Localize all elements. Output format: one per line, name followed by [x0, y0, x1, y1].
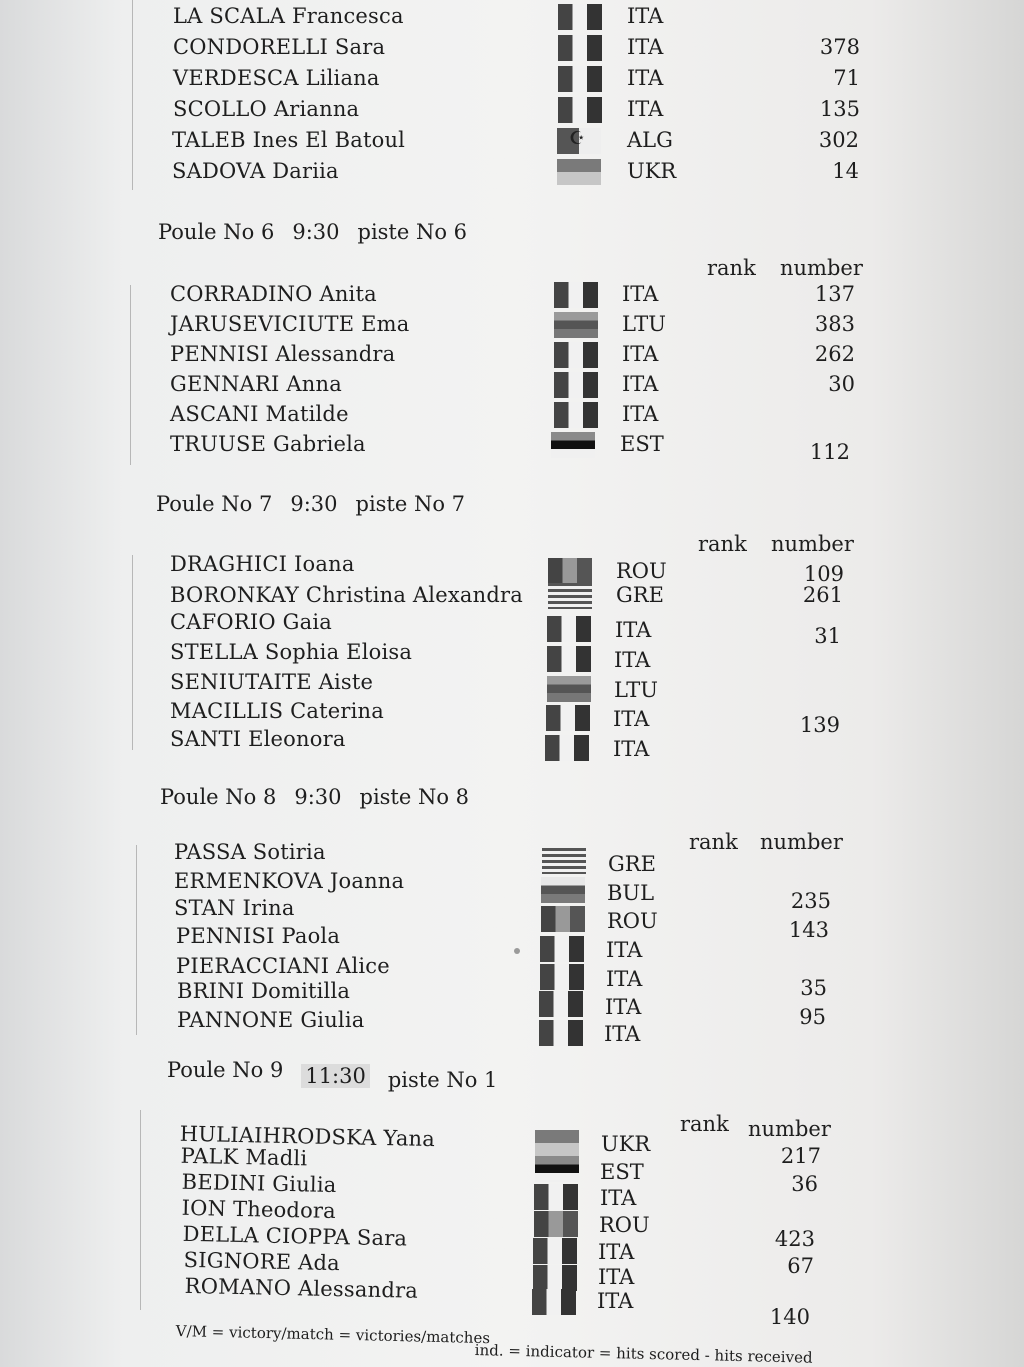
athlete-number: 67 — [787, 1254, 814, 1278]
flag-icon — [535, 1130, 579, 1156]
athlete-name: PENNISI Paola — [176, 924, 341, 948]
country-code: ROU — [599, 1213, 650, 1237]
flag-icon — [540, 964, 584, 990]
country-code: ROU — [616, 559, 667, 583]
athlete-name: TRUUSE Gabriela — [170, 432, 366, 456]
country-code: ITA — [627, 4, 664, 28]
flag-icon — [558, 66, 602, 92]
athlete-number: 261 — [802, 583, 843, 607]
athlete-number: 135 — [819, 97, 860, 121]
flag-icon — [539, 991, 583, 1017]
poule-piste: piste No 8 — [359, 785, 470, 809]
athlete-name: SIGNORE Ada — [183, 1247, 341, 1276]
athlete-number: 36 — [791, 1172, 818, 1196]
country-code: EST — [620, 432, 664, 456]
athlete-name: PENNISI Alessandra — [170, 342, 396, 366]
athlete-name: JARUSEVICIUTE Ema — [170, 312, 410, 336]
athlete-name: SENIUTAITE Aiste — [170, 670, 374, 694]
country-code: ITA — [604, 1022, 641, 1046]
athlete-number: 109 — [803, 562, 844, 586]
athlete-number: 423 — [774, 1227, 815, 1251]
country-code: ITA — [598, 1240, 635, 1264]
poule-label: Poule No 6 — [158, 220, 275, 244]
athlete-name: SANTI Eleonora — [170, 727, 346, 751]
country-code: ITA — [597, 1289, 634, 1313]
flag-icon — [545, 735, 589, 761]
poule-piste: piste No 6 — [357, 220, 468, 244]
athlete-name: ION Theodora — [181, 1195, 337, 1224]
poule-heading — [158, 220, 485, 244]
poule-heading — [167, 1058, 515, 1092]
poule-piste: piste No 1 — [387, 1068, 498, 1092]
poule-piste: piste No 7 — [355, 492, 466, 516]
athlete-number: 383 — [814, 312, 855, 336]
athlete-number: 302 — [818, 128, 859, 152]
flag-icon — [547, 676, 591, 702]
athlete-number: 217 — [780, 1144, 821, 1168]
athlete-number: 71 — [833, 66, 860, 90]
athlete-name: BRINI Domitilla — [177, 979, 351, 1003]
athlete-number: 30 — [828, 372, 855, 396]
country-code: ITA — [622, 372, 659, 396]
athlete-name: PALK Madli — [180, 1143, 308, 1171]
country-code: ITA — [627, 97, 664, 121]
athlete-name: LA SCALA Francesca — [173, 4, 404, 28]
flag-icon — [554, 342, 598, 368]
athlete-name: DELLA CIOPPA Sara — [182, 1221, 408, 1251]
country-code: ITA — [622, 342, 659, 366]
poule-label: Poule No 7 — [156, 492, 273, 516]
athlete-number: 140 — [769, 1305, 810, 1329]
athlete-name: ERMENKOVA Joanna — [174, 869, 405, 893]
flag-icon — [558, 97, 602, 123]
athlete-name: MACILLIS Caterina — [170, 699, 384, 723]
athlete-name: VERDESCA Liliana — [173, 66, 380, 90]
number-header: number — [760, 830, 843, 854]
country-code: ITA — [598, 1265, 635, 1289]
flag-icon — [540, 936, 584, 962]
athlete-number: 35 — [800, 976, 827, 1000]
athlete-name: CONDORELLI Sara — [173, 35, 386, 59]
athlete-number: 95 — [799, 1005, 826, 1029]
flag-icon — [535, 1156, 579, 1182]
poule-heading — [160, 785, 487, 809]
flag-icon — [554, 282, 598, 308]
flag-icon — [548, 558, 592, 584]
athlete-name: CAFORIO Gaia — [170, 610, 332, 634]
margin-line — [140, 1110, 141, 1310]
flag-icon — [558, 35, 602, 61]
flag-icon — [554, 372, 598, 398]
flag-icon — [541, 906, 585, 932]
country-code: GRE — [616, 583, 664, 607]
number-header: number — [780, 256, 863, 280]
athlete-name: STELLA Sophia Eloisa — [170, 640, 413, 664]
athlete-name: GENNARI Anna — [170, 372, 342, 396]
country-code: ITA — [622, 282, 659, 306]
country-code: ITA — [605, 995, 642, 1019]
athlete-name: BEDINI Giulia — [181, 1169, 337, 1198]
country-code: GRE — [608, 852, 656, 876]
athlete-name: PANNONE Giulia — [177, 1008, 365, 1032]
country-code: ITA — [613, 737, 650, 761]
athlete-number: 137 — [814, 282, 855, 306]
country-code: ALG — [627, 128, 673, 152]
athlete-name: CORRADINO Anita — [170, 282, 377, 306]
athlete-number: 14 — [832, 159, 859, 183]
margin-line — [132, 555, 133, 750]
athlete-name: ASCANI Matilde — [170, 402, 349, 426]
athlete-number: 143 — [788, 918, 829, 942]
flag-icon — [532, 1289, 576, 1315]
poule-heading — [156, 492, 483, 516]
flag-icon — [547, 616, 591, 642]
athlete-name: SADOVA Dariia — [172, 159, 339, 183]
athlete-name: HULIAIHRODSKA Yana — [179, 1121, 436, 1152]
margin-line — [136, 845, 137, 1035]
poule-time: 11:30 — [301, 1064, 370, 1088]
rank-header: rank — [698, 532, 747, 556]
flag-icon — [534, 1184, 578, 1210]
athlete-name: STAN Irina — [174, 896, 295, 920]
country-code: ITA — [615, 618, 652, 642]
flag-icon — [551, 432, 595, 458]
country-code: ITA — [600, 1186, 637, 1210]
country-code: UKR — [627, 159, 677, 183]
flag-icon — [557, 159, 601, 185]
paper-mark — [514, 948, 520, 954]
poule-time: 9:30 — [290, 492, 338, 516]
flag-icon — [533, 1265, 577, 1291]
number-header: number — [748, 1117, 831, 1141]
margin-line — [130, 285, 131, 465]
poule-time: 9:30 — [294, 785, 342, 809]
athlete-name: BORONKAY Christina Alexandra — [170, 583, 523, 607]
margin-line — [132, 0, 133, 190]
rank-header: rank — [689, 830, 738, 854]
athlete-number: 378 — [819, 35, 860, 59]
country-code: LTU — [614, 678, 658, 702]
country-code: EST — [600, 1160, 644, 1184]
flag-icon — [547, 646, 591, 672]
flag-icon — [557, 128, 601, 154]
number-header: number — [771, 532, 854, 556]
athlete-name: PIERACCIANI Alice — [176, 954, 390, 978]
athlete-number: 112 — [809, 440, 850, 464]
country-code: LTU — [622, 312, 666, 336]
flag-icon — [542, 848, 586, 874]
country-code: ITA — [622, 402, 659, 426]
country-code: ITA — [613, 707, 650, 731]
flag-icon — [548, 583, 592, 609]
athlete-name: ROMANO Alessandra — [184, 1273, 419, 1303]
country-code: ITA — [606, 938, 643, 962]
poule-label: Poule No 9 — [167, 1058, 284, 1082]
country-code: ITA — [606, 967, 643, 991]
flag-icon — [554, 312, 598, 338]
poule-time: 9:30 — [292, 220, 340, 244]
country-code: ITA — [627, 66, 664, 90]
athlete-name: PASSA Sotiria — [174, 840, 326, 864]
athlete-number: 139 — [799, 713, 840, 737]
country-code: ROU — [607, 909, 658, 933]
flag-icon — [546, 705, 590, 731]
country-code: BUL — [607, 881, 655, 905]
flag-icon — [541, 877, 585, 903]
athlete-name: TALEB Ines El Batoul — [172, 128, 406, 152]
flag-icon — [554, 402, 598, 428]
legend-indicator: ind. = indicator = hits scored - hits received — [474, 1341, 813, 1367]
country-code: ITA — [614, 648, 651, 672]
athlete-name: DRAGHICI Ioana — [170, 552, 355, 576]
flag-icon — [534, 1211, 578, 1237]
athlete-name: SCOLLO Arianna — [173, 97, 360, 121]
country-code: UKR — [601, 1132, 651, 1156]
poule-label: Poule No 8 — [160, 785, 277, 809]
athlete-number: 235 — [790, 889, 831, 913]
athlete-number: 262 — [814, 342, 855, 366]
flag-icon — [539, 1020, 583, 1046]
rank-header: rank — [707, 256, 756, 280]
rank-header: rank — [680, 1112, 729, 1136]
legend-vm: V/M = victory/match = victories/matches — [175, 1322, 491, 1348]
country-code: ITA — [627, 35, 664, 59]
athlete-number: 31 — [814, 624, 841, 648]
flag-icon — [558, 4, 602, 30]
flag-icon — [533, 1238, 577, 1264]
